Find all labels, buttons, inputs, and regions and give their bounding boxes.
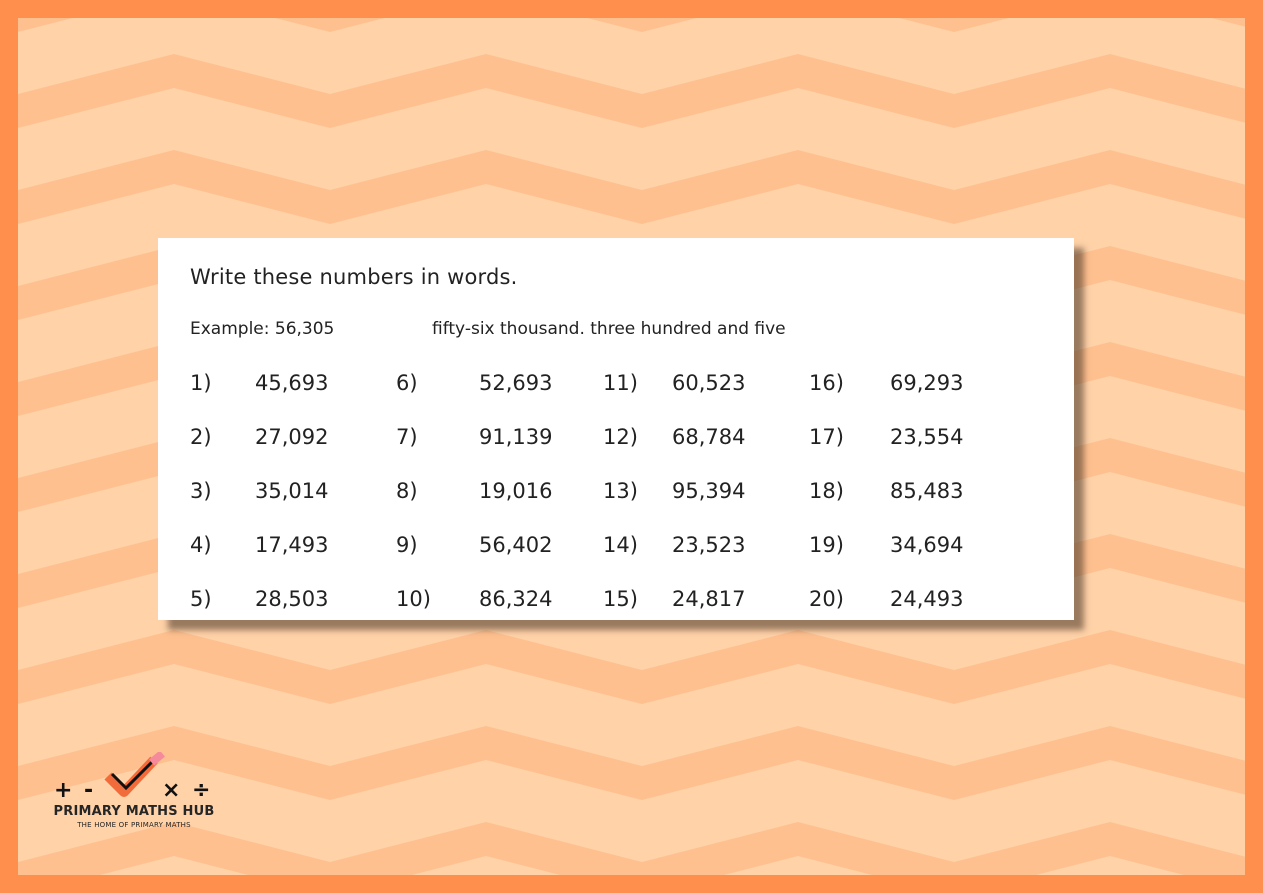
question-label: 16) [809, 371, 844, 395]
question-label: 5) [190, 587, 212, 611]
question-label: 7) [396, 425, 418, 449]
multiply-icon: × [162, 778, 181, 803]
question-label: 20) [809, 587, 844, 611]
question-number: 52,693 [479, 371, 553, 395]
question-label: 13) [603, 479, 638, 503]
question-number: 45,693 [255, 371, 329, 395]
brand-name: PRIMARY MATHS HUB [53, 804, 215, 819]
plus-icon: + [54, 778, 73, 803]
question-number: 24,493 [890, 587, 964, 611]
worksheet-card [158, 238, 1074, 620]
question-label: 12) [603, 425, 638, 449]
question-number: 28,503 [255, 587, 329, 611]
question-number: 19,016 [479, 479, 553, 503]
question-label: 4) [190, 533, 212, 557]
divide-icon: ÷ [192, 778, 211, 803]
example-words: fifty-six thousand. three hundred and five [432, 319, 786, 339]
minus-icon: - [84, 778, 94, 803]
zigzag-stripe [18, 54, 1245, 128]
question-number: 56,402 [479, 533, 553, 557]
question-number: 23,523 [672, 533, 746, 557]
brand-tagline: THE HOME OF PRIMARY MATHS [77, 821, 191, 829]
question-number: 69,293 [890, 371, 964, 395]
question-number: 68,784 [672, 425, 746, 449]
question-number: 85,483 [890, 479, 964, 503]
question-number: 95,394 [672, 479, 746, 503]
question-label: 10) [396, 587, 431, 611]
question-label: 1) [190, 371, 212, 395]
zigzag-stripe [18, 630, 1245, 704]
question-number: 60,523 [672, 371, 746, 395]
zigzag-stripe [18, 18, 1245, 32]
check-pencil-icon [104, 752, 170, 802]
question-number: 91,139 [479, 425, 553, 449]
question-label: 8) [396, 479, 418, 503]
question-label: 18) [809, 479, 844, 503]
question-number: 34,694 [890, 533, 964, 557]
question-number: 86,324 [479, 587, 553, 611]
question-label: 3) [190, 479, 212, 503]
question-number: 35,014 [255, 479, 329, 503]
question-label: 9) [396, 533, 418, 557]
question-label: 6) [396, 371, 418, 395]
question-number: 17,493 [255, 533, 329, 557]
worksheet-title: Write these numbers in words. [190, 265, 518, 289]
brand-logo [44, 752, 224, 837]
question-label: 15) [603, 587, 638, 611]
question-label: 19) [809, 533, 844, 557]
question-label: 2) [190, 425, 212, 449]
question-label: 11) [603, 371, 638, 395]
question-label: 14) [603, 533, 638, 557]
question-number: 24,817 [672, 587, 746, 611]
example-number: Example: 56,305 [190, 319, 335, 339]
zigzag-stripe [18, 150, 1245, 224]
question-number: 27,092 [255, 425, 329, 449]
question-label: 17) [809, 425, 844, 449]
question-number: 23,554 [890, 425, 964, 449]
